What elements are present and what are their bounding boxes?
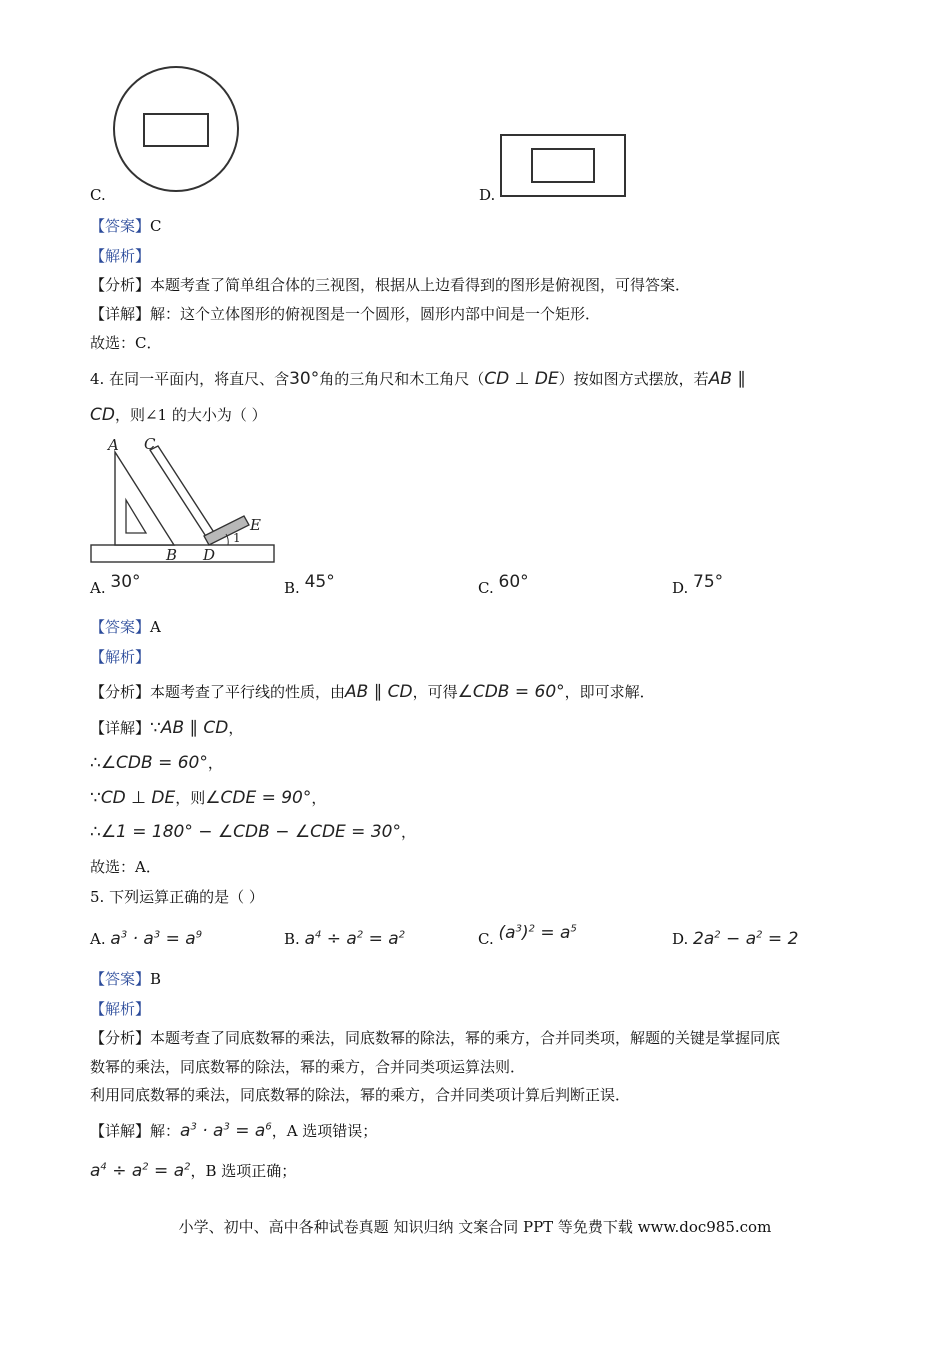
option-value: 45° xyxy=(304,572,335,592)
answer-tag: 【答案】 xyxy=(90,618,151,636)
q3-xiangjie xyxy=(90,303,600,324)
q5-fenxi-line2: 数幂的乘法，同底数幂的除法，幂的乘方，合并同类项运算法则． xyxy=(90,1058,526,1076)
q4-step4 xyxy=(90,821,416,842)
q4-option-b xyxy=(284,572,335,598)
label-A: A xyxy=(108,436,119,454)
q4-figure xyxy=(88,434,278,566)
step-math: ∴∠CDB = 60° xyxy=(90,753,208,773)
q5-option-b-math: $a^4 \div a^2 = a^2$ xyxy=(304,929,406,949)
step-tail: ， xyxy=(228,719,244,737)
q5-xiangjie-b-math: $a^4 \div a^2 = a^2$ xyxy=(90,1161,191,1181)
step-text: ，则 xyxy=(175,789,206,807)
q3-fenxi xyxy=(90,274,690,295)
label-D: D xyxy=(203,546,216,564)
label-E: E xyxy=(250,516,261,534)
answer-value: B xyxy=(150,970,162,988)
q4-option-d xyxy=(672,572,724,598)
q4-option-a xyxy=(90,572,141,598)
option-c-label: C. xyxy=(90,186,106,204)
q4-stem-line2 xyxy=(90,404,267,425)
q3-jiexi-tag: 【解析】 xyxy=(90,247,151,265)
fenxi-text: 本题考查了简单组合体的三视图，根据从上边看得到的图形是俯视图，可得答案． xyxy=(150,276,691,294)
q4-option-c xyxy=(478,572,529,598)
option-c-figure xyxy=(110,64,242,196)
option-d-label: D. xyxy=(479,186,496,204)
xiangjie-tail: ，B 选项正确； xyxy=(190,1162,297,1180)
q5-jiexi-tag: 【解析】 xyxy=(90,1000,151,1018)
fenxi-tag: 【分析】 xyxy=(90,1029,151,1047)
q5-answer xyxy=(90,968,161,989)
q3-guxuan: 故选：C． xyxy=(90,334,162,352)
q4-angle30: 30° xyxy=(289,369,320,389)
q5-option-c xyxy=(478,923,577,949)
step-math: ∵CD ⊥ DE xyxy=(90,788,176,808)
xiangjie-text: 解：这个立体图形的俯视图是一个圆形，圆形内部中间是一个矩形． xyxy=(150,305,601,323)
option-label: A. xyxy=(90,579,106,597)
q4-fenxi xyxy=(90,681,655,702)
option-label: C. xyxy=(478,579,494,597)
q4-ab-parallel: AB ∥ xyxy=(708,369,746,389)
q4-perp: CD ⊥ DE xyxy=(484,369,559,389)
option-d-figure xyxy=(498,132,630,200)
option-label: D. xyxy=(672,579,689,597)
option-label: B. xyxy=(284,930,300,948)
fenxi-part: ，可得 xyxy=(412,683,458,701)
q5-xiangjie-b xyxy=(90,1160,296,1181)
fenxi-part: ，即可求解． xyxy=(564,683,655,701)
q4-stem-part1: 4. 在同一平面内，将直尺、含 xyxy=(90,370,290,388)
option-value: 30° xyxy=(110,572,141,592)
answer-tag: 【答案】 xyxy=(90,217,151,235)
step-math: ∠CDE = 90° xyxy=(205,788,312,808)
q4-answer xyxy=(90,616,161,637)
q4-stem-part3: ）按如图方式摆放，若 xyxy=(558,370,709,388)
option-value: 60° xyxy=(498,572,529,592)
q3-answer xyxy=(90,215,162,236)
q4-stem-line1 xyxy=(90,368,746,389)
xiangjie-tag: 【详解】 xyxy=(90,305,151,323)
step-math: ∵AB ∥ CD xyxy=(150,718,229,738)
q5-fenxi-line1 xyxy=(90,1027,780,1048)
step-tail: ， xyxy=(207,754,223,772)
q5-option-a-math: $a^3 \cdot a^3 = a^9$ xyxy=(110,929,203,949)
option-value: 75° xyxy=(693,572,724,592)
option-label: D. xyxy=(672,930,689,948)
fenxi-math: AB ∥ CD xyxy=(345,682,413,702)
q4-step2 xyxy=(90,752,223,773)
fenxi-math: ∠CDB = 60° xyxy=(457,682,565,702)
q4-cd: CD xyxy=(90,405,115,425)
option-label: A. xyxy=(90,930,106,948)
fenxi-tag: 【分析】 xyxy=(90,276,151,294)
q5-stem: 5. 下列运算正确的是（ ） xyxy=(90,888,264,906)
q5-fenxi-line3: 利用同底数幂的乘法，同底数幂的除法，幂的乘方，合并同类项计算后判断正误． xyxy=(90,1086,631,1104)
q5-xiangjie-a-math: $a^3 \cdot a^3 = a^6$ xyxy=(180,1121,272,1141)
q4-step1 xyxy=(90,717,243,738)
step-tail: ， xyxy=(400,823,416,841)
label-C: C xyxy=(144,435,156,453)
q5-option-d xyxy=(672,929,798,949)
q5-option-a xyxy=(90,929,202,949)
label-1: 1 xyxy=(233,531,241,545)
q5-option-b xyxy=(284,929,405,949)
xiangjie-tail: ，A 选项错误； xyxy=(271,1122,378,1140)
label-B: B xyxy=(166,546,178,564)
q4-step3 xyxy=(90,787,326,808)
answer-value: C xyxy=(150,217,162,235)
fenxi-part: 本题考查了平行线的性质，由 xyxy=(150,683,346,701)
answer-tag: 【答案】 xyxy=(90,970,151,988)
option-label: C. xyxy=(478,930,494,948)
step-math: ∴∠1 = 180° − ∠CDB − ∠CDE = 30° xyxy=(90,822,401,842)
q5-option-d-math: $2a^2 - a^2 = 2$ xyxy=(693,929,799,949)
q5-option-c-math: $(a^3)^2 = a^5$ xyxy=(498,923,577,943)
fenxi-tag: 【分析】 xyxy=(90,683,151,701)
step-tail: ， xyxy=(311,789,327,807)
xiangjie-tag: 【详解】 xyxy=(90,719,151,737)
q4-guxuan: 故选：A． xyxy=(90,858,161,876)
q4-stem-part2: 角的三角尺和木工角尺（ xyxy=(319,370,485,388)
q4-stem-part4: ，则∠1 的大小为（ ） xyxy=(114,406,267,424)
q4-jiexi-tag: 【解析】 xyxy=(90,648,151,666)
xiangjie-tag: 【详解】 xyxy=(90,1122,151,1140)
option-label: B. xyxy=(284,579,300,597)
page-footer: 小学、初中、高中各种试卷真题 知识归纳 文案合同 PPT 等免费下载 www.doc985.com xyxy=(178,1218,772,1236)
ruler xyxy=(91,545,274,562)
answer-value: A xyxy=(150,618,161,636)
fenxi-text: 本题考查了同底数幂的乘法，同底数幂的除法，幂的乘方，合并同类项，解题的关键是掌握同底 xyxy=(150,1029,781,1047)
q5-xiangjie-a xyxy=(90,1120,377,1141)
xiangjie-pre: 解： xyxy=(150,1122,181,1140)
